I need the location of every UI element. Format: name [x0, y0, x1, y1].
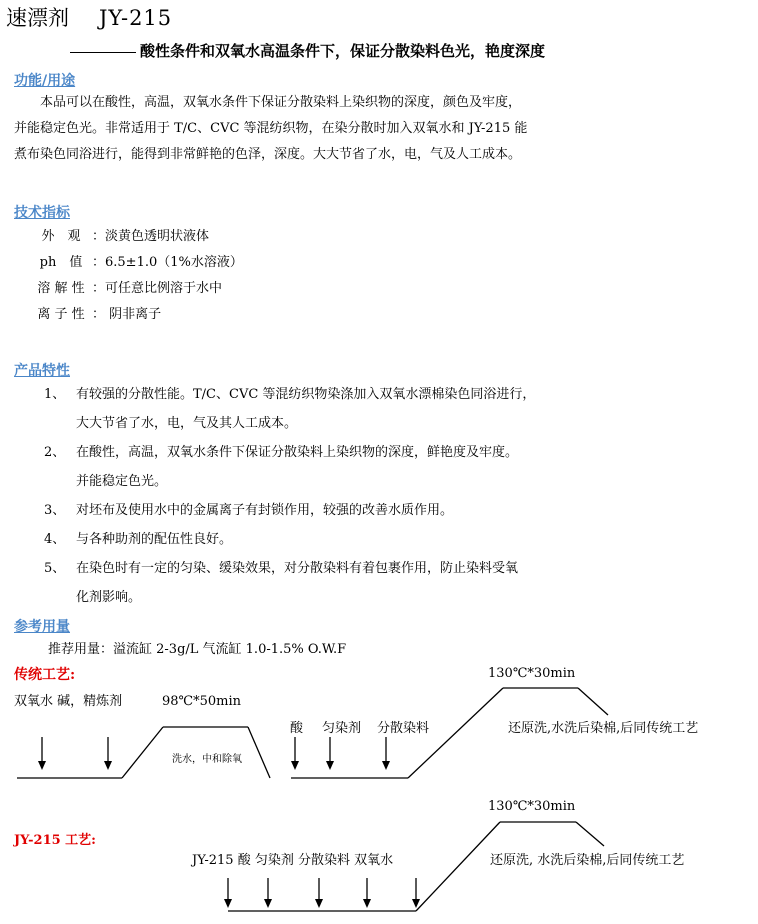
traditional-after: 还原洗,水洗后染棉,后同传统工艺	[508, 721, 699, 736]
spec-value: ：6.5±1.0（1%水溶液）	[92, 255, 243, 270]
traditional-disperse: 分散染料	[377, 721, 430, 736]
down-arrow-icon	[224, 878, 232, 908]
function-line: 本品可以在酸性，高温，双氧水条件下保证分散染料上染织物的深度，颜色及牢度，	[40, 95, 522, 110]
down-arrow-icon	[104, 737, 112, 770]
down-arrow-icon	[291, 737, 299, 770]
feature-line: 与各种助剂的配伍性良好。	[76, 532, 233, 547]
feature-line: 有较强的分散性能。T/C、CVC 等混纺织物染涤加入双氧水漂棉染色同浴进行，	[76, 387, 536, 402]
feature-line: 在酸性，高温，双氧水条件下保证分散染料上染织物的深度，鲜艳度及牢度。	[76, 445, 519, 460]
spec-label: ph 值	[39, 255, 83, 270]
down-arrow-icon	[363, 878, 371, 908]
feature-number: 2、	[44, 445, 66, 460]
spec-label: 离 子 性	[37, 307, 85, 322]
features-heading: 产品特性	[14, 363, 70, 379]
dosage-heading: 参考用量	[14, 619, 70, 635]
function-heading: 功能/用途	[14, 73, 76, 89]
feature-number: 3、	[44, 503, 66, 518]
specs-heading: 技术指标	[14, 205, 70, 221]
traditional-leveling: 匀染剂	[322, 721, 362, 736]
traditional-wash: 洗水，中和除氧	[172, 754, 242, 765]
feature-line: 对坯布及使用水中的金属离子有封锁作用，较强的改善水质作用。	[76, 503, 454, 518]
function-line: 并能稳定色光。非常适用于 T/C、CVC 等混纺织物，在染分散时加入双氧水和 JY-215 能	[14, 121, 528, 136]
spec-label: 外 观	[41, 229, 81, 244]
down-arrow-icon	[38, 737, 46, 770]
down-arrow-icon	[315, 878, 323, 908]
spec-value: ： 阴非离子	[92, 307, 162, 322]
traditional-chemicals: 双氧水 碱，精炼剂	[14, 694, 123, 709]
feature-number: 5、	[44, 561, 66, 576]
feature-line: 并能稳定色光。	[76, 474, 168, 489]
jy215-chemicals: JY-215 酸 匀染剂 分散染料 双氧水	[192, 853, 394, 868]
feature-line: 化剂影响。	[76, 590, 142, 605]
feature-line: 在染色时有一定的匀染、缓染效果，对分散染料有着包裹作用，防止染料受氧	[76, 561, 519, 576]
spec-value: ：可任意比例溶于水中	[92, 281, 223, 296]
traditional-acid: 酸	[290, 721, 304, 736]
traditional-temp-low: 98℃*50min	[162, 694, 241, 709]
traditional-curve-1	[17, 727, 270, 778]
product-name: 速漂剂	[6, 6, 69, 30]
feature-line: 大大节省了水，电，气及其人工成本。	[76, 416, 298, 431]
dosage-text: 推荐用量：溢流缸 2-3g/L 气流缸 1.0-1.5% O.W.F	[48, 642, 347, 657]
traditional-temp-high: 130℃*30min	[488, 666, 576, 681]
subtitle-text: 酸性条件和双氧水高温条件下，保证分散染料色光，艳度深度	[140, 42, 546, 60]
down-arrow-icon	[326, 737, 334, 770]
jy215-after: 还原洗, 水洗后染棉,后同传统工艺	[490, 853, 685, 868]
down-arrow-icon	[264, 878, 272, 908]
traditional-heading: 传统工艺:	[14, 667, 76, 683]
traditional-curve-2	[291, 688, 608, 778]
spec-label: 溶 解 性	[37, 281, 85, 296]
product-code: JY-215	[99, 6, 173, 30]
jy215-heading: JY-215 工艺:	[14, 833, 96, 848]
down-arrow-icon	[382, 737, 390, 770]
feature-number: 1、	[44, 387, 66, 402]
function-line: 煮布染色同浴进行，能得到非常鲜艳的色泽，深度。大大节省了水，电，气及人工成本。	[14, 147, 522, 162]
jy215-temp: 130℃*30min	[488, 799, 576, 814]
feature-number: 4、	[44, 532, 66, 547]
down-arrow-icon	[412, 878, 420, 908]
spec-value: ：淡黄色透明状液体	[92, 229, 210, 244]
